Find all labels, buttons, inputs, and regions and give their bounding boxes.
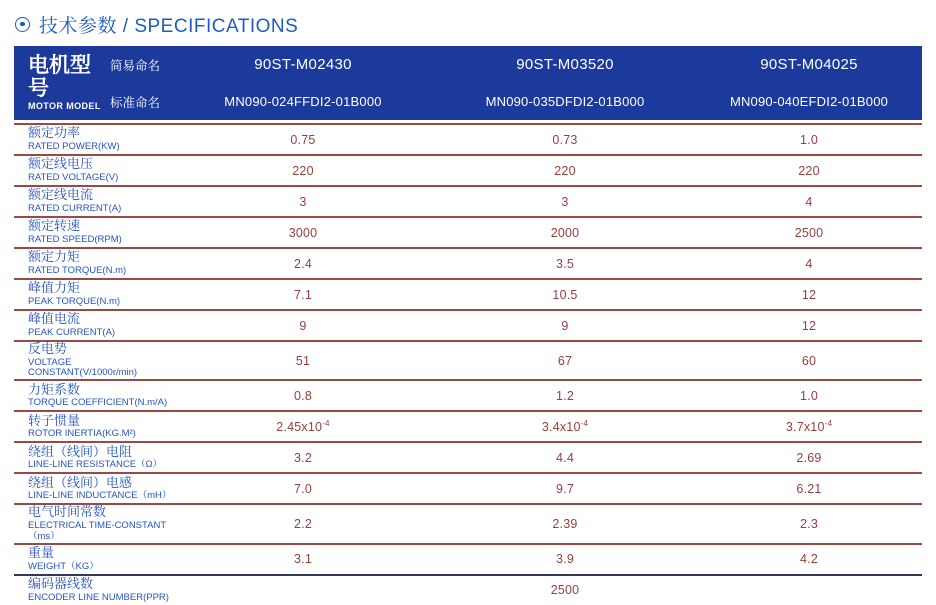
spec-value: $2.45x10^{-4}$ bbox=[172, 411, 434, 442]
spec-value: $3.7x10^{-4}$ bbox=[696, 411, 922, 442]
spec-label-en: RATED SPEED(RPM) bbox=[28, 233, 122, 245]
spec-value: 1.2 bbox=[434, 380, 696, 411]
spec-value: 2.3 bbox=[696, 504, 922, 543]
spec-label bbox=[14, 380, 172, 411]
spec-value: 6.21 bbox=[696, 473, 922, 504]
spec-label-zh: 峰值力矩 bbox=[28, 280, 81, 296]
spec-row bbox=[14, 473, 922, 504]
spec-row bbox=[14, 248, 922, 279]
spec-label bbox=[14, 442, 172, 473]
spec-table bbox=[14, 123, 922, 605]
spec-row bbox=[14, 504, 922, 543]
spec-value: 7.1 bbox=[172, 279, 434, 310]
spec-row bbox=[14, 575, 922, 605]
spec-label bbox=[14, 124, 172, 155]
spec-value: 2.2 bbox=[172, 504, 434, 543]
spec-label-en: PEAK CURRENT(A) bbox=[28, 326, 116, 338]
spec-value: 0.75 bbox=[172, 124, 434, 155]
spec-label-en: WEIGHT（KG） bbox=[28, 560, 99, 572]
spec-label-zh: 额定功率 bbox=[28, 125, 81, 141]
spec-value: 3.9 bbox=[434, 544, 696, 575]
spec-label-en: ENCODER LINE NUMBER(PPR) bbox=[28, 591, 169, 603]
spec-label-zh: 额定线电压 bbox=[28, 156, 94, 172]
spec-label-en: LINE-LINE INDUCTANCE（mH） bbox=[28, 490, 172, 502]
spec-value: 9 bbox=[172, 310, 434, 341]
spec-row bbox=[14, 411, 922, 442]
spec-row bbox=[14, 155, 922, 186]
spec-value: 3.5 bbox=[434, 248, 696, 279]
spec-label bbox=[14, 473, 172, 504]
spec-label bbox=[14, 544, 172, 575]
circled-dot-icon bbox=[15, 17, 30, 32]
spec-label-zh: 额定力矩 bbox=[28, 249, 81, 265]
spec-label bbox=[14, 504, 172, 543]
spec-value: 2.4 bbox=[172, 248, 434, 279]
spec-rows bbox=[14, 124, 922, 605]
spec-value: 220 bbox=[696, 155, 922, 186]
page-title-text: 技术参数 / SPECIFICATIONS bbox=[39, 15, 299, 37]
spec-label bbox=[14, 217, 172, 248]
spec-value: 0.73 bbox=[434, 124, 696, 155]
spec-value: 1.0 bbox=[696, 124, 922, 155]
spec-value: 2000 bbox=[434, 217, 696, 248]
simple-name-label: 简易命名 bbox=[110, 46, 172, 83]
spec-label-en: LINE-LINE RESISTANCE（Ω） bbox=[28, 459, 163, 471]
spec-label-zh: 额定线电流 bbox=[28, 187, 94, 203]
spec-value bbox=[172, 575, 434, 605]
spec-value bbox=[696, 575, 922, 605]
motor-model-zh: 电机型号 bbox=[28, 54, 91, 100]
spec-value: 60 bbox=[696, 341, 922, 380]
spec-value: 12 bbox=[696, 279, 922, 310]
standard-name-label: 标准命名 bbox=[110, 83, 172, 120]
spec-label-zh: 转子惯量 bbox=[28, 412, 81, 428]
spec-row bbox=[14, 186, 922, 217]
spec-label-en: RATED TORQUE(N.m) bbox=[28, 264, 127, 276]
spec-label-zh: 重量 bbox=[28, 545, 55, 561]
spec-label bbox=[14, 575, 172, 605]
spec-label-en: RATED POWER(KW) bbox=[28, 140, 120, 152]
spec-label bbox=[14, 155, 172, 186]
model-header-table bbox=[14, 46, 922, 120]
model-standard-name: MN090-040EFDI2-01B000 bbox=[696, 83, 922, 120]
spec-label-zh: 峰值电流 bbox=[28, 311, 81, 327]
spec-label-en: TORQUE COEFFICIENT(N.m/A) bbox=[28, 397, 168, 409]
spec-label-en: RATED CURRENT(A) bbox=[28, 202, 122, 214]
spec-value: 2500 bbox=[434, 575, 696, 605]
spec-value: 220 bbox=[434, 155, 696, 186]
spec-label-zh: 电气时间常数 bbox=[28, 504, 107, 520]
spec-value: 220 bbox=[172, 155, 434, 186]
spec-value: 2.39 bbox=[434, 504, 696, 543]
spec-row bbox=[14, 124, 922, 155]
spec-label-zh: 额定转速 bbox=[28, 218, 81, 234]
spec-value: 4 bbox=[696, 248, 922, 279]
spec-value: 2.69 bbox=[696, 442, 922, 473]
spec-value: 9 bbox=[434, 310, 696, 341]
spec-value: 4 bbox=[696, 186, 922, 217]
spec-value: 4.4 bbox=[434, 442, 696, 473]
spec-label-zh: 绕组（线间）电感 bbox=[28, 474, 133, 490]
spec-row bbox=[14, 380, 922, 411]
spec-label-en: ELECTRICAL TIME-CONSTANT（ms） bbox=[28, 519, 167, 542]
spec-value: 3 bbox=[172, 186, 434, 217]
spec-value: 4.2 bbox=[696, 544, 922, 575]
spec-row bbox=[14, 341, 922, 380]
spec-label bbox=[14, 186, 172, 217]
motor-model-en: MOTOR MODEL bbox=[28, 100, 101, 111]
spec-value: 10.5 bbox=[434, 279, 696, 310]
spec-label-en: RATED VOLTAGE(V) bbox=[28, 171, 119, 183]
spec-value: $3.4x10^{-4}$ bbox=[434, 411, 696, 442]
page-title bbox=[15, 11, 922, 37]
model-standard-name: MN090-024FFDI2-01B000 bbox=[172, 83, 434, 120]
simple-name-row bbox=[14, 46, 922, 83]
spec-value: 0.8 bbox=[172, 380, 434, 411]
spec-label-zh: 反电势 bbox=[28, 341, 68, 356]
spec-label-en: ROTOR INERTIA(KG.M²) bbox=[28, 428, 136, 440]
spec-value: 3 bbox=[434, 186, 696, 217]
spec-label-en: PEAK TORQUE(N.m) bbox=[28, 295, 121, 307]
spec-value: 2500 bbox=[696, 217, 922, 248]
spec-value: 67 bbox=[434, 341, 696, 380]
spec-value: 12 bbox=[696, 310, 922, 341]
spec-value: 7.0 bbox=[172, 473, 434, 504]
spec-label-zh: 编码器线数 bbox=[28, 576, 94, 592]
spec-row bbox=[14, 442, 922, 473]
standard-name-row bbox=[14, 83, 922, 120]
spec-row bbox=[14, 544, 922, 575]
model-simple-name: 90ST-M02430 bbox=[172, 46, 434, 83]
spec-label bbox=[14, 248, 172, 279]
model-simple-name: 90ST-M03520 bbox=[434, 46, 696, 83]
spec-label bbox=[14, 411, 172, 442]
spec-row bbox=[14, 279, 922, 310]
spec-label bbox=[14, 279, 172, 310]
spec-value: 51 bbox=[172, 341, 434, 380]
spec-value: 1.0 bbox=[696, 380, 922, 411]
spec-label-zh: 绕组（线间）电阻 bbox=[28, 443, 133, 459]
motor-model-header bbox=[14, 46, 110, 120]
model-standard-name: MN090-035DFDI2-01B000 bbox=[434, 83, 696, 120]
model-simple-name: 90ST-M04025 bbox=[696, 46, 922, 83]
spec-label-zh: 力矩系数 bbox=[28, 381, 81, 397]
spec-label-en: VOLTAGE CONSTANT(V/1000r/min) bbox=[28, 356, 138, 379]
spec-value: 3.2 bbox=[172, 442, 434, 473]
spec-label bbox=[14, 310, 172, 341]
spec-row bbox=[14, 217, 922, 248]
spec-row bbox=[14, 310, 922, 341]
spec-value: 3000 bbox=[172, 217, 434, 248]
spec-value: 9.7 bbox=[434, 473, 696, 504]
spec-value: 3.1 bbox=[172, 544, 434, 575]
spec-label bbox=[14, 341, 172, 380]
